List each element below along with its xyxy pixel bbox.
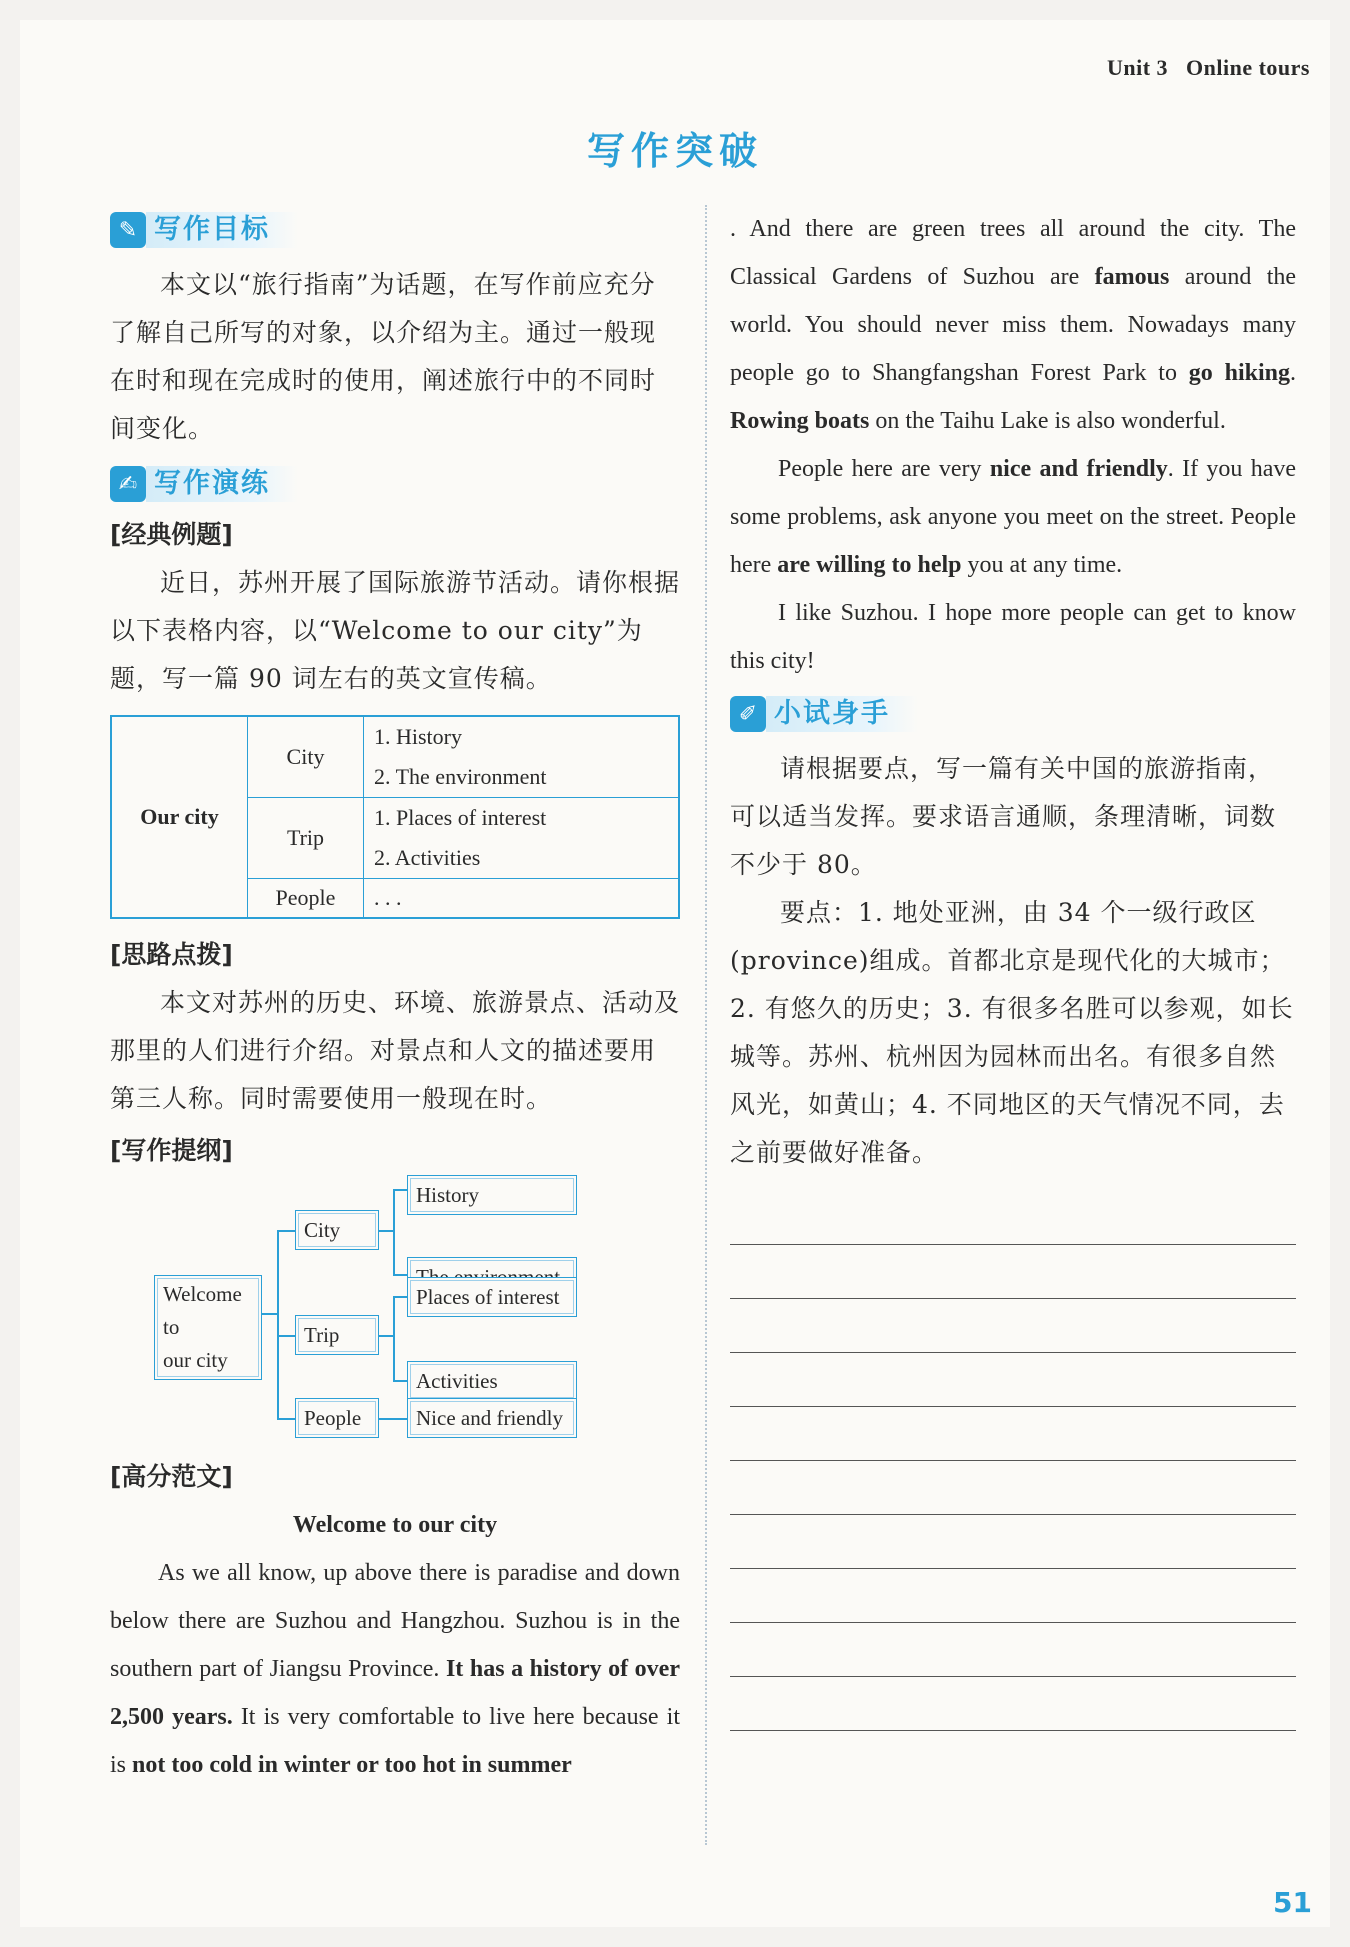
- runner-icon: ✍: [110, 466, 146, 502]
- essay-text: It is very comfortable to live here because it is: [110, 1704, 680, 1778]
- outline-city-box: City: [295, 1210, 379, 1250]
- page-title: 写作突破: [586, 129, 763, 173]
- connector: [277, 1230, 279, 1418]
- right-column: [730, 205, 1296, 1731]
- pencil-icon: ✎: [110, 212, 146, 248]
- essay-paragraph-2: [730, 445, 1296, 589]
- essay-text: . If you have some problems, ask anyone you meet on the street. People here: [730, 456, 1297, 578]
- outline-diagram: [110, 1175, 680, 1435]
- edit-icon: ✐: [730, 696, 766, 732]
- essay-bold: Rowing boats: [730, 408, 870, 434]
- essay-bold: go hiking: [1188, 360, 1290, 386]
- connector: [277, 1335, 295, 1337]
- connector: [393, 1189, 395, 1275]
- essay-text: around the world. You should never miss them. Nowadays many people go to Shangfangshan Forest Park to: [730, 264, 1297, 386]
- outline-nice-box: Nice and friendly: [407, 1398, 577, 1438]
- writing-area[interactable]: [730, 1191, 1296, 1731]
- connector: [393, 1189, 407, 1191]
- outline-root-line2: our city: [163, 1348, 228, 1372]
- writing-line[interactable]: [730, 1191, 1296, 1245]
- essay-text: on the Taihu Lake is also wonderful.: [869, 408, 1226, 434]
- writing-line[interactable]: [730, 1623, 1296, 1677]
- section-practice-header: [110, 463, 680, 505]
- connector: [393, 1296, 407, 1298]
- outline-root-line1: Welcome to: [163, 1282, 242, 1339]
- writing-line[interactable]: [730, 1569, 1296, 1623]
- writing-line[interactable]: [730, 1407, 1296, 1461]
- essay-paragraph-1: [110, 1549, 680, 1789]
- essay-text: .: [1290, 360, 1296, 386]
- essay-bold: famous: [1094, 264, 1170, 290]
- table-people-item: . . .: [364, 879, 680, 919]
- table-item: 1. Places of interest: [374, 805, 547, 830]
- table-people-cell: People: [248, 879, 364, 919]
- table-city-cell: City: [248, 716, 364, 798]
- writing-line[interactable]: [730, 1677, 1296, 1731]
- outline-activities-box: Activities: [407, 1361, 577, 1401]
- essay-title: Welcome to our city: [292, 1512, 498, 1538]
- essay-text: . And there are green trees all around the city. The Classical Gardens of Suzhou are: [730, 216, 1296, 290]
- unit-title: Online tours: [1186, 55, 1310, 80]
- section-goal-label: 写作目标: [146, 212, 298, 248]
- outline-people-box: People: [295, 1398, 379, 1438]
- unit-label: Unit 3: [1106, 55, 1169, 80]
- essay-text: People here are very: [778, 456, 990, 482]
- essay-text: As we all know, up above there is paradise and down below there are Suzhou and Hangzhou. Suzhou is in the southern part of Jiangsu Province.: [110, 1560, 680, 1682]
- table-trip-items: [364, 798, 680, 879]
- connector: [379, 1230, 393, 1232]
- table-item: 2. The environment: [374, 764, 547, 789]
- connector: [393, 1296, 395, 1381]
- content-table: [110, 715, 680, 919]
- left-column: [110, 205, 680, 1789]
- outline-trip-box: Trip: [295, 1315, 379, 1355]
- section-goal-header: [110, 209, 680, 251]
- table-item: 1. History: [374, 724, 462, 749]
- writing-line[interactable]: [730, 1299, 1296, 1353]
- connector: [379, 1335, 393, 1337]
- connector: [379, 1418, 407, 1420]
- outline-root-box: [154, 1275, 262, 1380]
- connector: [277, 1230, 295, 1232]
- connector: [393, 1274, 407, 1276]
- table-item: 2. Activities: [374, 845, 481, 870]
- essay-bold: not too cold in winter or too hot in summer: [132, 1752, 572, 1778]
- example-text: 近日，苏州开展了国际旅游节活动。请你根据以下表格内容，以“Welcome to our city”为题，写一篇 90 词左右的英文宣传稿。: [110, 568, 681, 693]
- try-text-1: 请根据要点，写一篇有关中国的旅游指南，可以适当发挥。要求语言通顺，条理清晰，词数不少于 80。: [730, 754, 1277, 879]
- outline-label: [写作提纲]: [110, 1136, 233, 1165]
- page-number: 51: [1273, 1886, 1312, 1919]
- connector: [393, 1380, 407, 1382]
- column-divider: [705, 205, 707, 1845]
- writing-line[interactable]: [730, 1353, 1296, 1407]
- essay-paragraph-1-continued: [730, 205, 1296, 445]
- section-practice-label: 写作演练: [146, 466, 298, 502]
- idea-label: [思路点拨]: [110, 940, 233, 969]
- essay-bold: are willing to help: [777, 552, 962, 578]
- essay-bold: It has a history of over 2,500 years.: [110, 1656, 680, 1730]
- connector: [277, 1418, 295, 1420]
- example-label: [经典例题]: [110, 520, 233, 549]
- table-main-cell: Our city: [111, 716, 248, 918]
- writing-line[interactable]: [730, 1515, 1296, 1569]
- essay-bold: nice and friendly: [989, 456, 1168, 482]
- essay-text: you at any time.: [961, 552, 1123, 578]
- goal-text: 本文以“旅行指南”为话题，在写作前应充分了解自己所写的对象，以介绍为主。通过一般现在时和现在完成时的使用，阐述旅行中的不同时间变化。: [110, 270, 657, 443]
- try-text-2: 要点：1. 地处亚洲，由 34 个一级行政区(province)组成。首都北京是现代化的大城市；2. 有悠久的历史；3. 有很多名胜可以参观，如长城等。苏州、杭州因为园林而出名。有很多自然风光，如黄山；4. 不同地区的天气情况不同，去之前要做好准备。: [730, 898, 1294, 1167]
- section-try-label: 小试身手: [766, 696, 918, 732]
- idea-text: 本文对苏州的历史、环境、旅游景点、活动及那里的人们进行介绍。对景点和人文的描述要用第三人称。同时需要使用一般现在时。: [110, 988, 681, 1113]
- essay-paragraph-3: I like Suzhou. I hope more people can get to know this city!: [730, 600, 1296, 674]
- outline-places-box: Places of interest: [407, 1277, 577, 1317]
- sample-label: [高分范文]: [110, 1462, 233, 1491]
- running-header: [1089, 55, 1310, 81]
- table-city-items: [364, 716, 680, 798]
- section-try-header: [730, 693, 1296, 735]
- writing-line[interactable]: [730, 1245, 1296, 1299]
- table-trip-cell: Trip: [248, 798, 364, 879]
- connector: [262, 1313, 277, 1315]
- outline-history-box: History: [407, 1175, 577, 1215]
- writing-line[interactable]: [730, 1461, 1296, 1515]
